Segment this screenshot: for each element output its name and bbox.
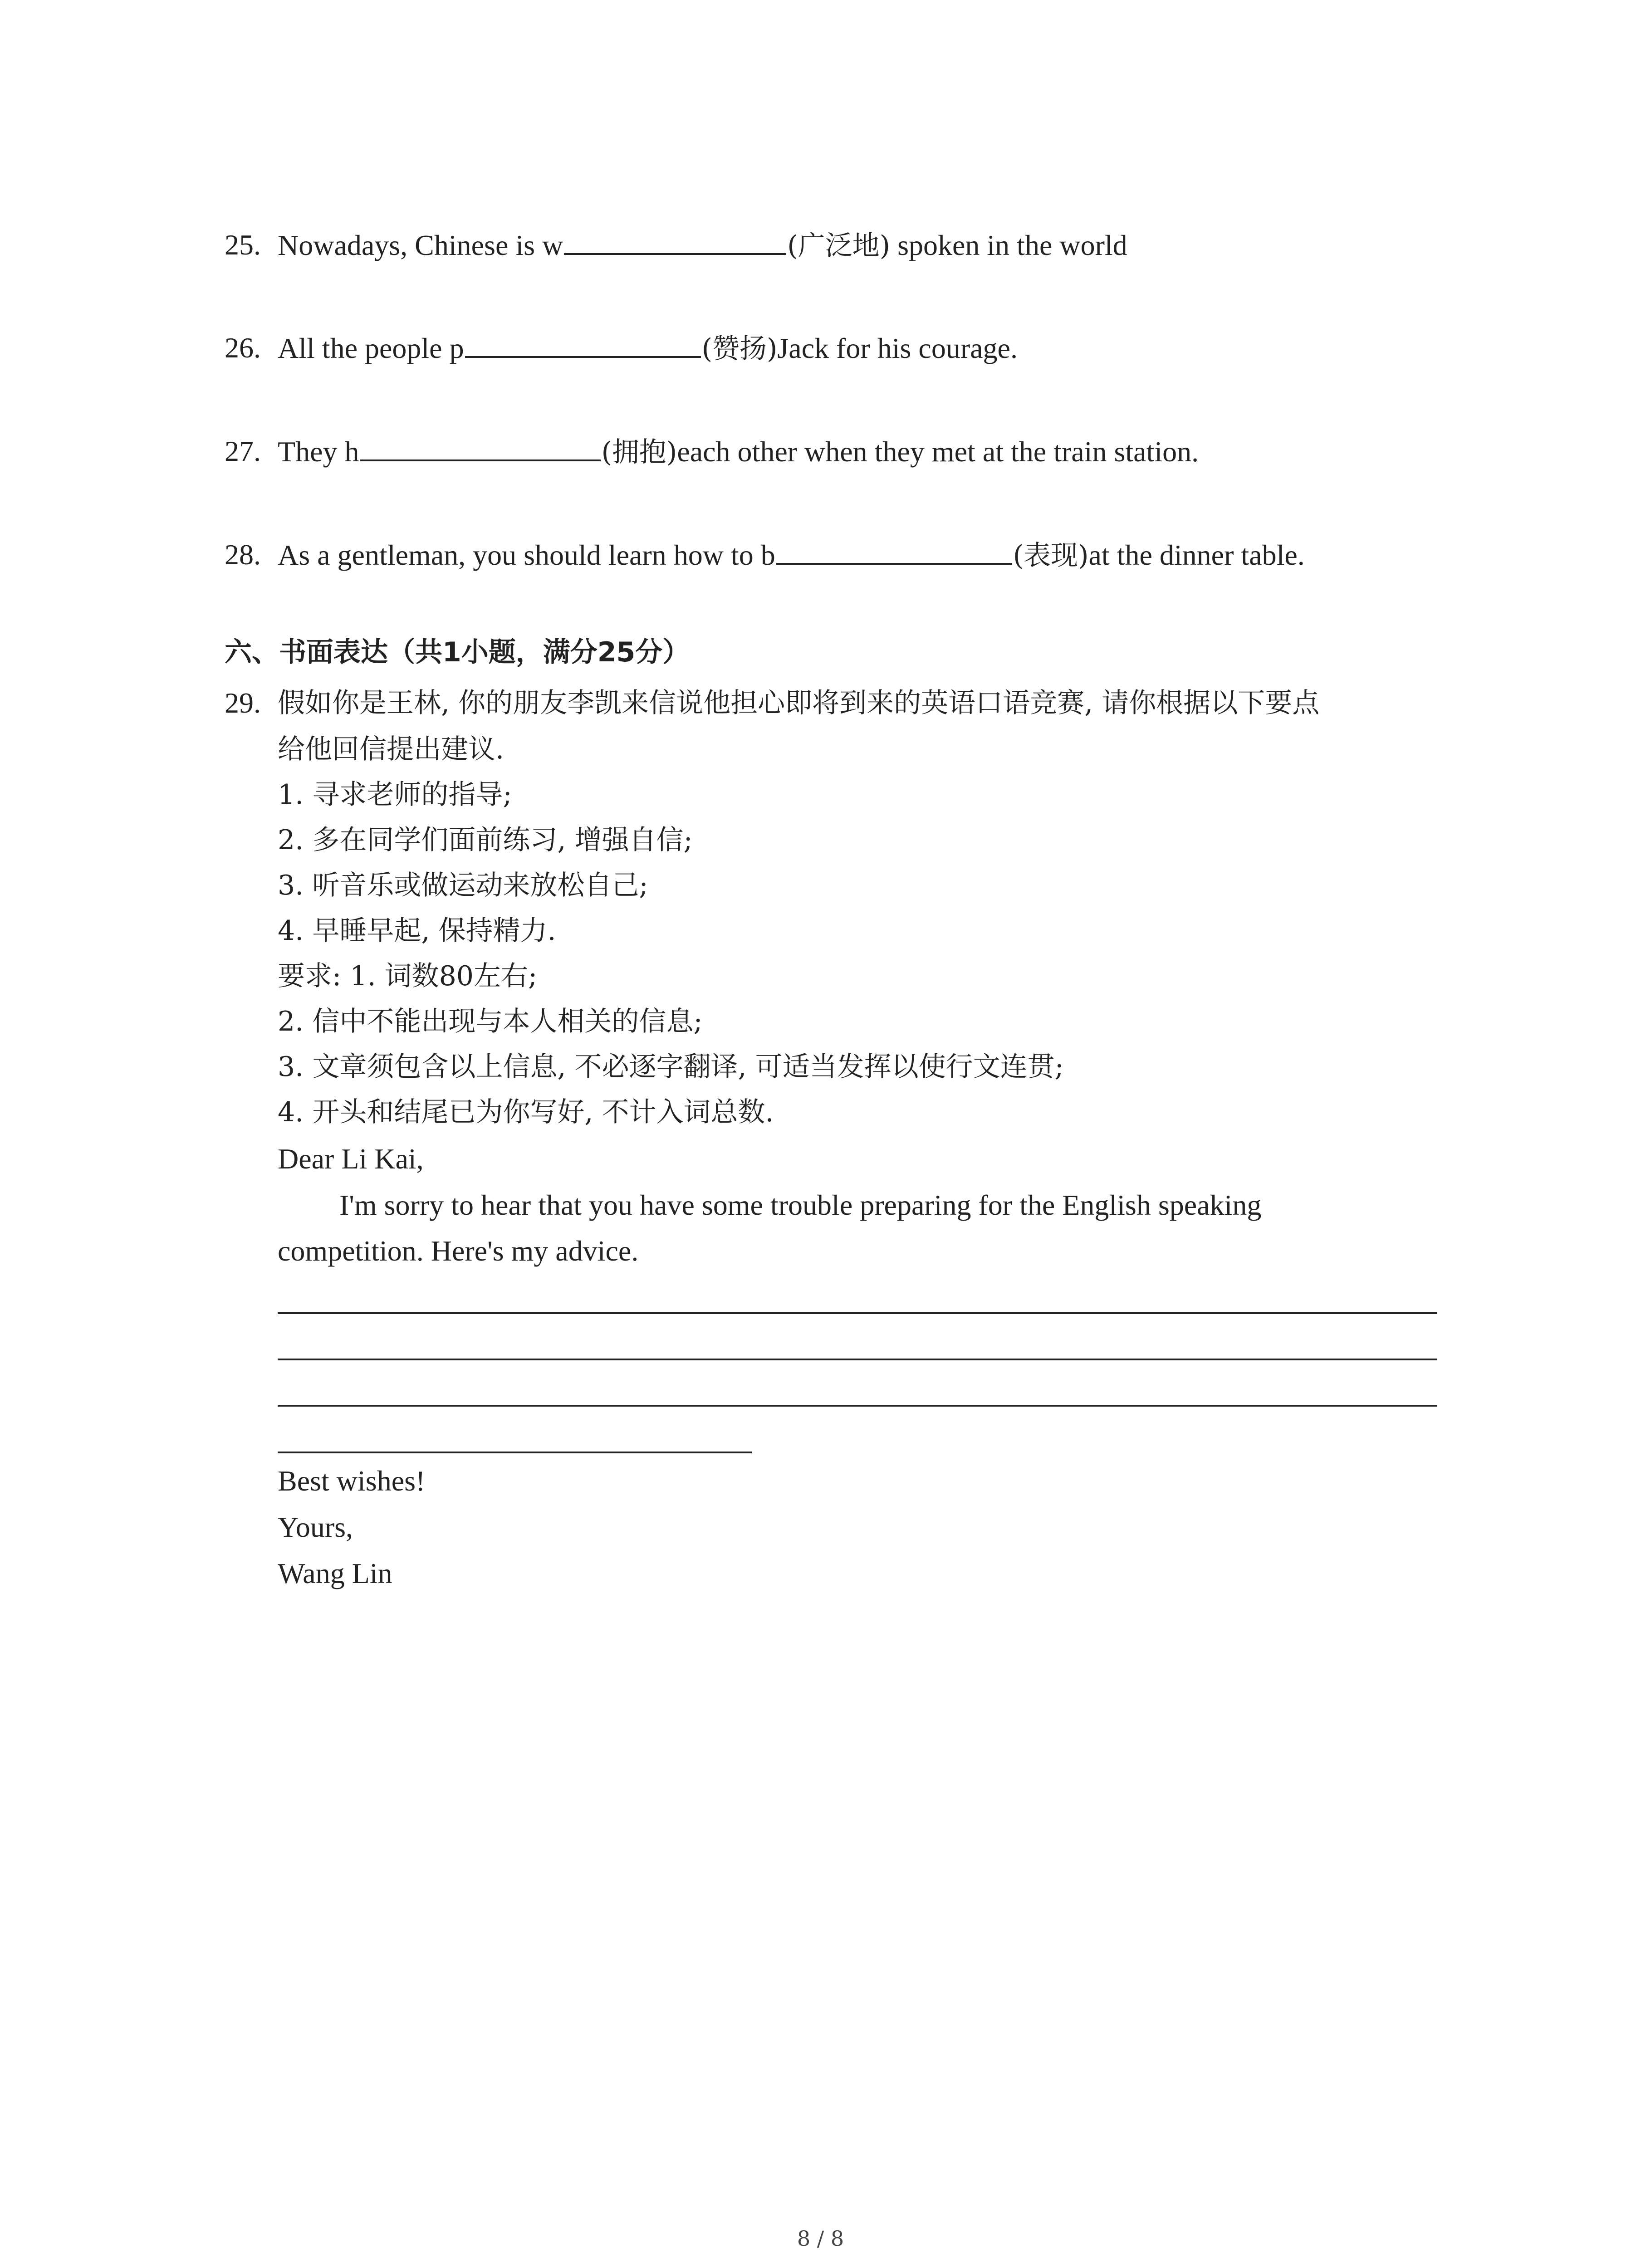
- answer-blank[interactable]: [564, 227, 786, 255]
- letter-greeting: Dear Li Kai,: [278, 1143, 424, 1175]
- point-item: 3. 听音乐或做运动来放松自己;: [278, 870, 648, 901]
- question-number: 26.: [225, 332, 261, 364]
- chinese-hint: (赞扬): [701, 333, 778, 365]
- page-number: 8 / 8: [797, 2226, 844, 2251]
- answer-blank[interactable]: [776, 537, 1012, 565]
- requirement-item: 3. 文章须包含以上信息, 不必逐字翻译, 可适当发挥以使行文连贯;: [278, 1051, 1064, 1083]
- point-item: 1. 寻求老师的指导;: [278, 779, 512, 811]
- point-item: 4. 早睡早起, 保持精力.: [278, 915, 556, 947]
- chinese-hint: (表现): [1013, 540, 1089, 572]
- answer-blank[interactable]: [360, 433, 601, 461]
- requirement-item: 要求: 1. 词数80左右;: [278, 960, 538, 992]
- question-text-after: each other when they met at the train station.: [677, 435, 1199, 468]
- requirement-item: 4. 开头和结尾已为你写好, 不计入词总数.: [278, 1096, 774, 1128]
- prompt-line-2: 给他回信提出建议.: [278, 733, 505, 765]
- question-text-after: spoken in the world: [890, 229, 1127, 261]
- question-number: 25.: [225, 229, 261, 261]
- question-number: 29.: [225, 687, 261, 719]
- writing-line[interactable]: [278, 1359, 1437, 1360]
- letter-sign-off: Yours,: [278, 1511, 353, 1543]
- question-number: 28.: [225, 538, 261, 571]
- question-text-before: Nowadays, Chinese is w: [278, 229, 563, 261]
- chinese-hint: (拥抱): [601, 436, 677, 468]
- question-text-after: Jack for his courage.: [777, 332, 1018, 364]
- question-number: 27.: [225, 435, 261, 467]
- question-text-after: at the dinner table.: [1088, 539, 1305, 571]
- question-text-before: All the people p: [278, 332, 464, 364]
- question-text-before: As a gentleman, you should learn how to b: [278, 539, 775, 571]
- section-heading: 六、书面表达（共1小题，满分25分）: [225, 636, 690, 668]
- writing-line[interactable]: [278, 1312, 1437, 1314]
- chinese-hint: (广泛地): [787, 230, 891, 262]
- letter-body-line-2: competition. Here's my advice.: [278, 1235, 639, 1267]
- answer-blank[interactable]: [465, 330, 701, 358]
- question-text-before: They h: [278, 435, 359, 468]
- letter-signature: Wang Lin: [278, 1557, 392, 1589]
- writing-line[interactable]: [278, 1405, 1437, 1407]
- letter-body-line-1: I'm sorry to hear that you have some trouble preparing for the English speaking: [339, 1189, 1262, 1221]
- writing-line[interactable]: [278, 1452, 752, 1453]
- point-item: 2. 多在同学们面前练习, 增强自信;: [278, 824, 693, 856]
- requirement-item: 2. 信中不能出现与本人相关的信息;: [278, 1006, 703, 1037]
- letter-closing: Best wishes!: [278, 1465, 426, 1497]
- prompt-line-1: 假如你是王林, 你的朋友李凯来信说他担心即将到来的英语口语竞赛, 请你根据以下要点: [278, 687, 1320, 719]
